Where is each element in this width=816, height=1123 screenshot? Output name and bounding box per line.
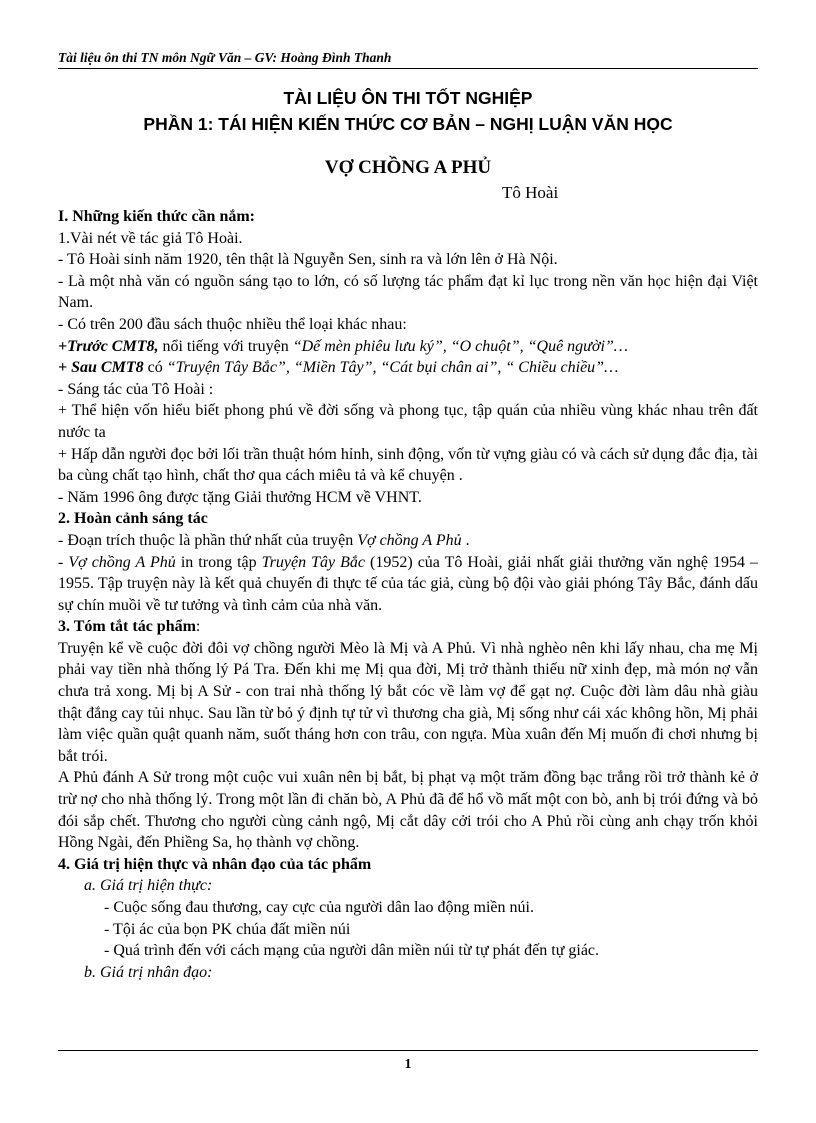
works-list: “Dế mèn phiêu lưu ký”, “O chuột”, “Quê người”… [292, 337, 629, 355]
paragraph-after-cmt8 [58, 357, 758, 379]
paragraph: - Tô Hoài sinh năm 1920, tên thật là Nguyễn Sen, sinh ra và lớn lên ở Hà Nội. [58, 251, 558, 269]
text: in trong tập [175, 553, 262, 571]
subheading-b: b. Giá trị nhân đạo: [84, 963, 213, 981]
paragraph: - Năm 1996 ông được tặng Giải thưởng HCM về VHNT. [58, 488, 422, 506]
text: nổi tiếng với truyện [158, 337, 293, 355]
paragraph: + Hấp dẫn người đọc bởi lối trần thuật hóm hỉnh, sinh động, vốn từ vựng giàu có và cách sử dụng đắc địa, tài ba cùng chất tạo hình, chất thơ qua cách miêu tả và kể chuyện . [58, 445, 758, 485]
list-item: - Tội ác của bọn PK chúa đất miền núi [104, 920, 351, 938]
paragraph: - Có trên 200 đầu sách thuộc nhiều thể loại khác nhau: [58, 315, 407, 333]
label: +Trước CMT8, [58, 337, 159, 355]
footer-rule [58, 1050, 758, 1051]
paragraph: + Thể hiện vốn hiểu biết phong phú về đời sống và phong tục, tập quán của nhiều vùng khác nhau trên đất nước ta [58, 402, 758, 441]
section-heading-3 [58, 616, 758, 638]
label: + Sau CMT8 [58, 359, 144, 377]
list-item: - Quá trình đến với cách mạng của người dân miền núi từ tự phát đến tự giác. [104, 942, 600, 960]
section-heading-4: 4. Giá trị hiện thực và nhân đạo của tác phẩm [58, 855, 372, 873]
work-author: Tô Hoài [502, 183, 559, 202]
header-text: Tài liệu ôn thi TN môn Ngữ Văn – GV: Hoàng Đình Thanh [58, 50, 392, 65]
text: có [143, 359, 167, 377]
paragraph [58, 552, 758, 617]
list-item: - Cuộc sống đau thương, cay cực của người dân lao động miền núi. [104, 899, 534, 916]
paragraph [58, 530, 758, 552]
paragraph: - Sáng tác của Tô Hoài : [58, 380, 214, 398]
collection-name: Truyện Tây Bắc [261, 553, 366, 571]
page-number: 1 [404, 1057, 412, 1072]
work-name: Vợ chồng A Phủ [357, 531, 462, 549]
heading-colon: : [195, 618, 201, 636]
paragraph-before-cmt8 [58, 336, 758, 358]
work-title: VỢ CHỒNG A PHỦ [324, 157, 492, 178]
section-heading-1: I. Những kiến thức cần nắm: [58, 208, 256, 225]
document-body [58, 206, 758, 983]
paragraph: Truyện kể về cuộc đời đôi vợ chồng người Mèo là Mị và A Phủ. Vì nhà nghèo nên khi lấy nhau, cha mẹ Mị phải vay tiền nhà thống lý Pá Tra. Đến khi mẹ Mị qua đời, Mị trở thành thiếu nữ xinh đẹp, mà món nợ vẫn chưa trả xong. Mị bị A Sử - con trai nhà thống lý bắt cóc về làm vợ để gạt nợ. Cuộc đời làm dâu nhà giàu thật đắng cay tủi nhục. Sau lần từ bỏ ý định tự tử vì thương cha già, Mị sống như cái xác không hồn, Mị phải làm việc quần quật quanh năm, suốt tháng hơn con trâu, con ngựa. Mùa xuân đến Mị muốn đi chơi nhưng bị bắt trói. [58, 639, 758, 765]
work-name: Vợ chồng A Phủ [68, 553, 176, 571]
text: (1952) của Tô Hoài, giải nhất giải thưởng văn nghệ 1954 – 1955. Tập truyện này là kết quả chuyến đi thực tế của tác giả, cùng bộ đội vào giải phóng Tây Bắc, đánh dấu sự chín muồi về tư tưởng và tình cảm của nhà văn. [58, 553, 759, 614]
paragraph: - Là một nhà văn có nguồn sáng tạo to lớn, có số lượng tác phẩm đạt kỉ lục trong nền văn học hiện đại Việt Nam. [58, 272, 758, 312]
heading-text: 3. Tóm tắt tác phẩm [58, 618, 196, 636]
document-title: TÀI LIỆU ÔN THI TỐT NGHIỆP [283, 88, 533, 108]
subheading-a: a. Giá trị hiện thực: [84, 877, 213, 895]
running-header [58, 50, 758, 69]
text: . [461, 531, 470, 549]
text: - Đoạn trích thuộc là phần thứ nhất của truyện [58, 531, 358, 549]
text: - [58, 553, 69, 571]
paragraph: A Phủ đánh A Sử trong một cuộc vui xuân nên bị bắt, bị phạt vạ một trăm đồng bạc trắng rồi trở thành kẻ ở trừ nợ cho nhà thống lý. Trong một lần đi chăn bò, A Phủ đã để hổ vồ mất một con bò, anh bị trói đứng và bỏ đói sắp chết. Thương cho người cùng cảnh ngộ, Mị cắt dây cởi trói cho A Phủ rồi cùng anh chạy trốn khỏi Hồng Ngài, đến Phiềng Sa, họ thành vợ chồng. [58, 769, 758, 852]
section-heading-2: 2. Hoàn cảnh sáng tác [58, 510, 208, 528]
works-list: “Truyện Tây Bắc”, “Miền Tây”, “Cát bụi chân ai”, “ Chiều chiều”… [166, 359, 619, 377]
subsection-1-1: 1.Vài nét về tác giả Tô Hoài. [58, 229, 243, 247]
document-subtitle: PHẦN 1: TÁI HIỆN KIẾN THỨC CƠ BẢN – NGHỊ LUẬN VĂN HỌC [143, 114, 673, 134]
document-page [58, 0, 758, 1123]
